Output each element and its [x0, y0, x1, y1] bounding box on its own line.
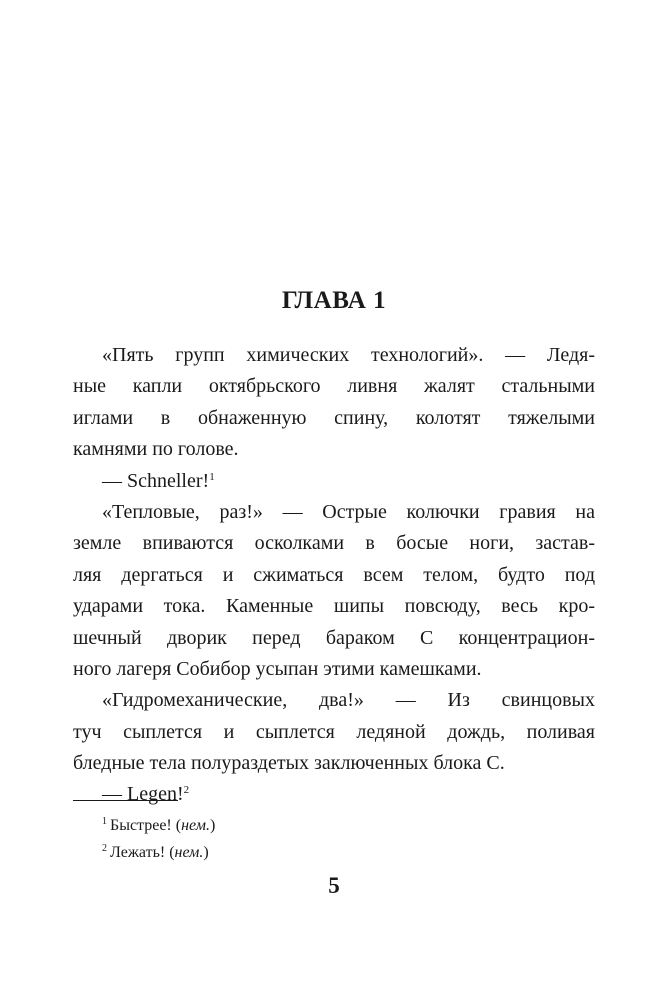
footnote-lang: нем. [174, 844, 204, 861]
paragraph-line: бледные тела полураздетых заключенных блока С. [73, 752, 505, 775]
page-number: 5 [328, 873, 340, 898]
paragraph-line: туч сыплется и сыплется ледяной дождь, поливая [73, 720, 595, 743]
paragraph-line: земле впиваются осколками в босые ноги, застав- [73, 532, 595, 555]
footnote-divider [73, 800, 178, 801]
footnote-ref: 2 [183, 784, 190, 797]
dialogue-line [73, 466, 595, 497]
paragraph-line: шечный дворик перед бараком С концентрацион- [73, 626, 595, 649]
footnote [102, 839, 215, 866]
footnote-ref: 1 [209, 470, 215, 483]
paragraph-line: иглами в обнаженную спину, колотят тяжелыми [73, 406, 595, 429]
paragraph-line: «Тепловые, раз!» — Острые колючки гравия на [102, 500, 595, 523]
body-text [73, 340, 595, 811]
paragraph-line: камнями по голове. [73, 438, 239, 461]
footnotes [102, 812, 215, 866]
paragraph-line: ударами тока. Каменные шипы повсюду, весь кро- [73, 595, 595, 618]
footnote-close: ) [203, 844, 209, 861]
paragraph-line: «Гидромеханические, два!» — Из свинцовых [102, 689, 595, 712]
paragraph-line: ляя дергаться и сжиматься всем телом, будто под [73, 563, 595, 586]
footnote [102, 812, 215, 839]
footnote-number: 2 [102, 843, 107, 854]
paragraph-line: «Пять групп химических технологий». — Ледя- [102, 344, 595, 366]
dialogue-text: — Legen! [102, 783, 184, 806]
footnote-text: Быстрее! ( [110, 817, 182, 834]
footnote-lang: нем. [181, 817, 210, 834]
dialogue-line [73, 779, 595, 810]
chapter-title: ГЛАВА 1 [281, 287, 387, 314]
dialogue-text: — Schneller! [102, 469, 210, 492]
paragraph-line: ного лагеря Собибор усыпан этими камешками. [73, 657, 482, 680]
footnote-text: Лежать! ( [110, 844, 175, 861]
footnote-close: ) [209, 817, 216, 834]
footnote-number: 1 [102, 816, 107, 827]
paragraph-line: ные капли октябрьского ливня жалят стальными [73, 375, 595, 398]
